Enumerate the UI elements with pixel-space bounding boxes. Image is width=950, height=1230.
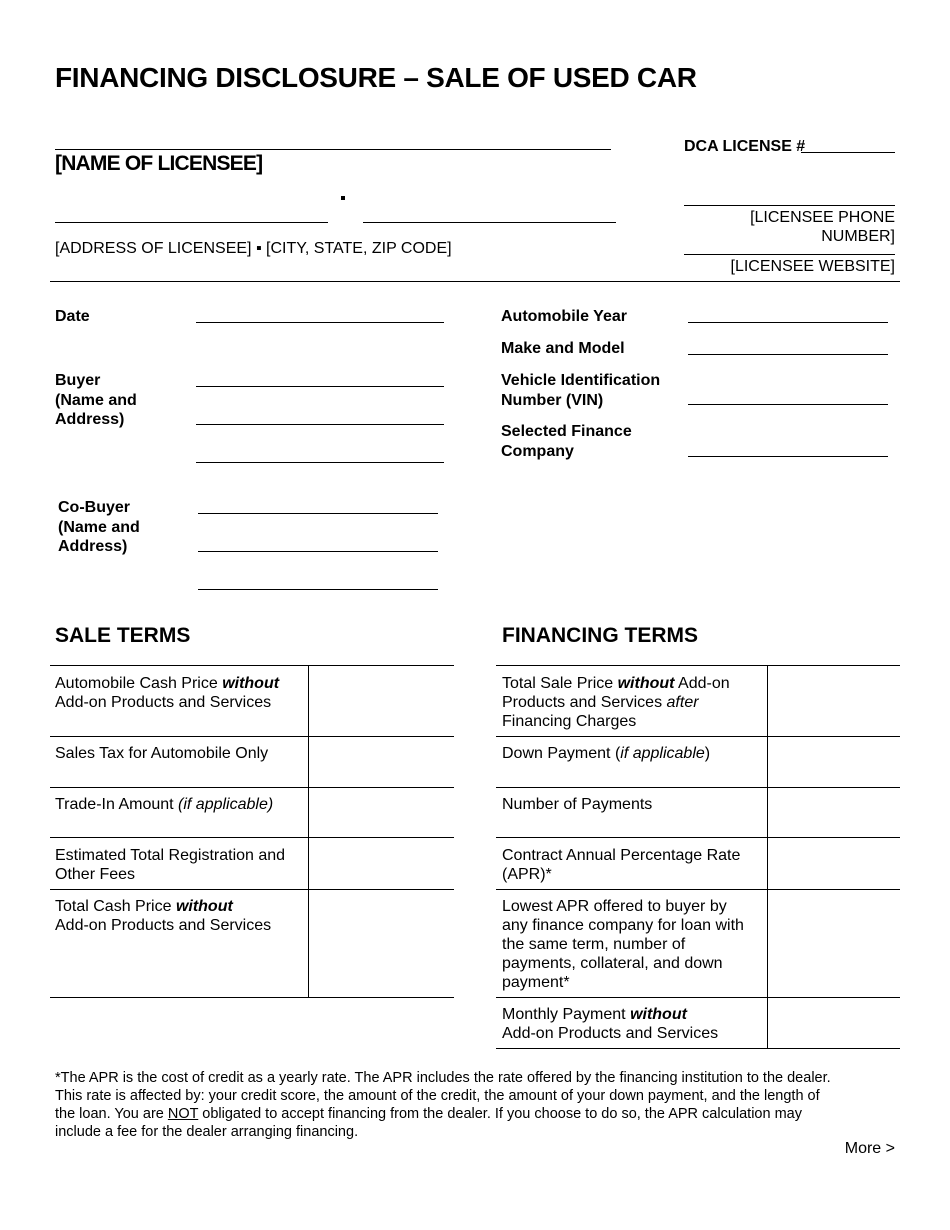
buyer-field-3[interactable] [196,462,444,463]
fin-down-payment-value[interactable] [768,737,900,787]
buyer-label: Buyer (Name and Address) [55,372,137,428]
financing-terms-heading: FINANCING TERMS [502,624,698,647]
vin-label: Vehicle Identification Number (VIN) [501,372,661,409]
cobuyer-label: Co-Buyer (Name and Address) [58,499,140,555]
page-title: FINANCING DISCLOSURE – SALE OF USED CAR [55,62,697,93]
auto-year-label: Automobile Year [501,308,627,325]
website-line[interactable] [684,254,895,255]
fin-row-contract-apr: Contract Annual Percentage Rate (APR)* [502,847,741,883]
finance-company-field[interactable] [688,456,888,457]
website-label: [LICENSEE WEBSITE] [730,258,895,275]
finance-company-label: Selected Finance Company [501,423,632,460]
sale-sales-tax-value[interactable] [309,737,454,787]
sale-row-trade-in: Trade-In Amount (if applicable) [55,796,274,813]
fin-number-of-payments-value[interactable] [768,788,900,837]
buyer-field-2[interactable] [196,424,444,425]
dca-license-label: DCA LICENSE # [684,138,806,155]
sale-terms-heading: SALE TERMS [55,624,191,647]
sale-total-cash-price-value[interactable] [309,890,454,997]
buyer-field-1[interactable] [196,386,444,387]
cobuyer-field-1[interactable] [198,513,438,514]
vin-field[interactable] [688,404,888,405]
fin-total-sale-price-value[interactable] [768,666,900,736]
city-state-zip-line[interactable] [363,222,616,223]
phone-line[interactable] [684,205,895,206]
sale-registration-fees-value[interactable] [309,838,454,889]
fin-row-number-of-payments: Number of Payments [502,796,653,813]
date-label: Date [55,308,90,325]
header-divider [50,281,900,282]
sale-row-sales-tax: Sales Tax for Automobile Only [55,745,269,762]
fin-lowest-apr-value[interactable] [768,890,900,997]
make-model-label: Make and Model [501,340,625,357]
sale-trade-in-value[interactable] [309,788,454,837]
licensee-name-label: [NAME OF LICENSEE] [55,152,263,175]
make-model-field[interactable] [688,354,888,355]
fin-monthly-payment-value[interactable] [768,998,900,1048]
sale-row-cash-price: Automobile Cash Price without Add-on Products and Services [55,675,280,711]
licensee-name-line[interactable] [55,149,611,150]
fin-row-total-sale-price: Total Sale Price without Add-on Products and Services after Financing Charges [502,675,730,730]
cobuyer-field-3[interactable] [198,589,438,590]
sale-row-total-cash-price: Total Cash Price without Add-on Products and Services [55,898,272,934]
bullet-separator [341,196,345,200]
fin-contract-apr-value[interactable] [768,838,900,889]
date-field[interactable] [196,322,444,323]
fin-row-down-payment: Down Payment (if applicable) [502,745,711,762]
auto-year-field[interactable] [688,322,888,323]
apr-footnote: *The APR is the cost of credit as a yearly rate. The APR includes the rate offered by the financing institution to the dealer. This rate is affected by: your credit score, the amount of the credit, the amount of your down payment, and the length of the loan. You are NOT obligated to accept financing from the dealer. If you choose to do so, the APR calculation may include a fee for the dealer arranging financing. [55,1070,831,1140]
sale-row-registration-fees: Estimated Total Registration and Other Fees [55,847,286,883]
address-label: [ADDRESS OF LICENSEE] ▪ [CITY, STATE, ZIP CODE] [55,240,452,257]
address-line[interactable] [55,222,328,223]
phone-label: [LICENSEE PHONE NUMBER] [750,209,895,245]
fin-row-lowest-apr: Lowest APR offered to buyer by any finance company for loan with the same term, number of payments, collateral, and down payment* [502,898,744,991]
cobuyer-field-2[interactable] [198,551,438,552]
fin-row-monthly-payment: Monthly Payment without Add-on Products and Services [502,1006,719,1042]
dca-license-line[interactable] [801,152,895,153]
sale-cash-price-value[interactable] [309,666,454,736]
more-link[interactable]: More > [844,1140,895,1157]
